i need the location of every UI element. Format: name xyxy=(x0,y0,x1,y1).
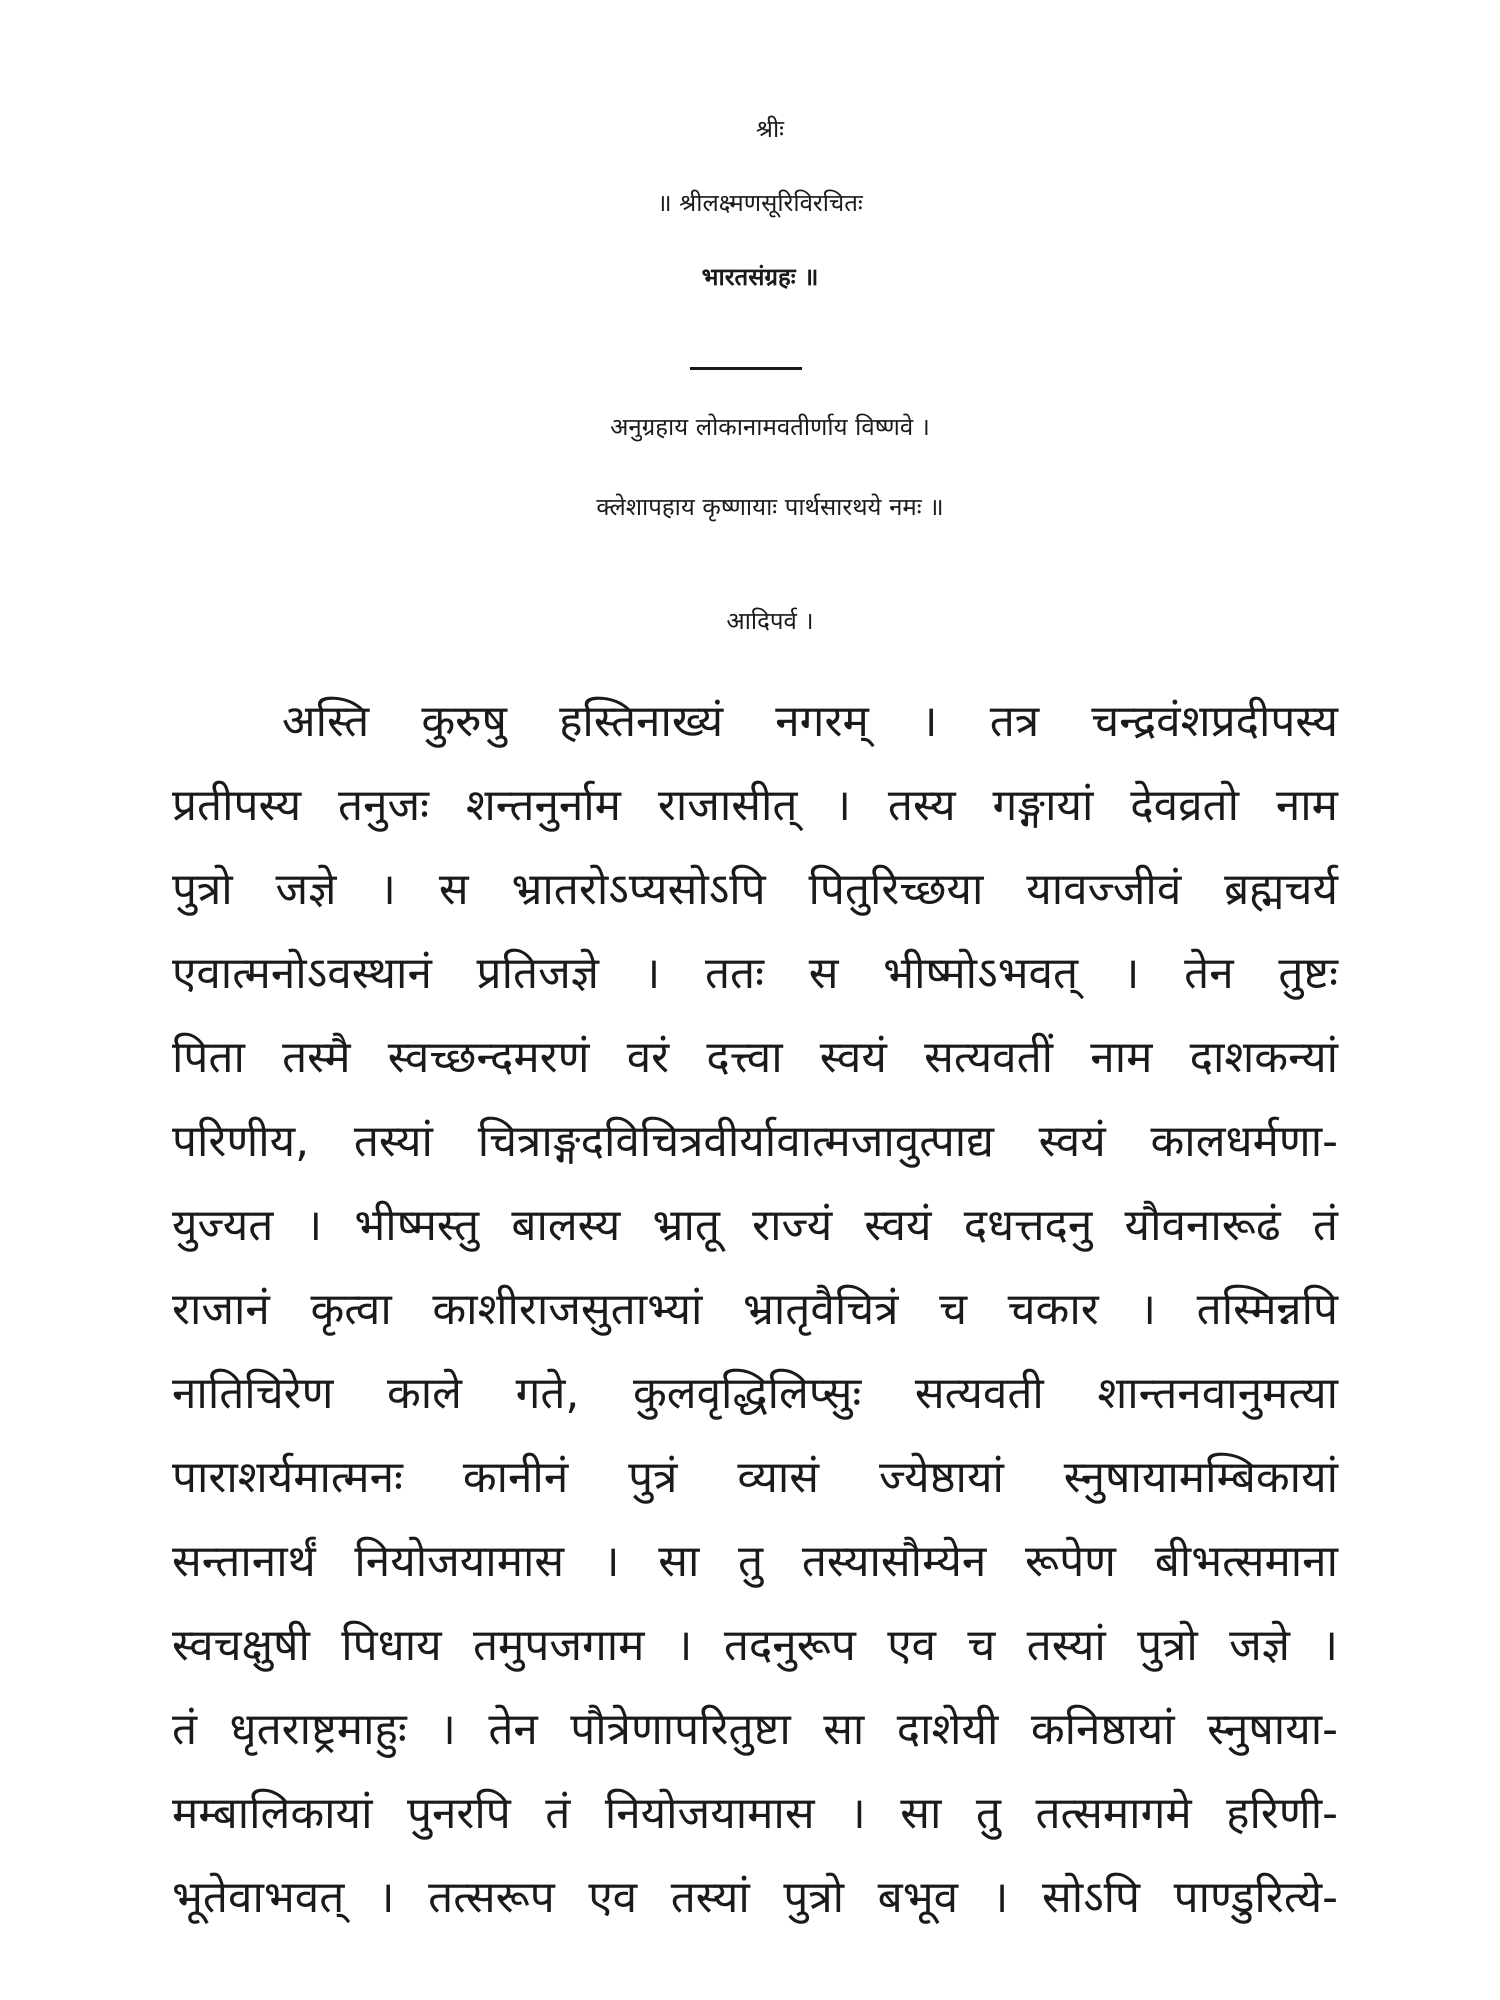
book-title: भारतसंग्रहः ॥ xyxy=(701,263,819,291)
body-line: नातिचिरेण काले गते, कुलवृद्धिलिप्सुः सत्यवती शान्तनवानुमत्या xyxy=(172,1368,1338,1419)
body-line: स्वचक्षुषी पिधाय तमुपजगाम । तदनुरूप एव च तस्यां पुत्रो जज्ञे । xyxy=(172,1620,1338,1671)
body-line: सन्तानार्थं नियोजयामास । सा तु तस्यासौम्येन रूपेण बीभत्समाना xyxy=(172,1536,1338,1587)
body-line: युज्यत । भीष्मस्तु बालस्य भ्रातू राज्यं स्वयं दधत्तदनु यौवनारूढं तं xyxy=(172,1200,1338,1251)
body-line: एवात्मनोऽवस्थानं प्रतिजज्ञे । ततः स भीष्मोऽभवत् । तेन तुष्टः xyxy=(172,948,1338,999)
body-paragraph xyxy=(172,680,1338,1940)
body-line: तं धृतराष्ट्रमाहुः । तेन पौत्रेणापरितुष्टा सा दाशेयी कनिष्ठायां स्नुषाया- xyxy=(172,1704,1338,1755)
invocation-verse-line-2: क्लेशापहाय कृष्णायाः पार्थसारथये नमः ॥ xyxy=(596,493,944,521)
body-line: प्रतीपस्य तनुजः शन्तनुर्नाम राजासीत् । तस्य गङ्गायां देवव्रतो नाम xyxy=(172,780,1338,831)
body-line: भूतेवाभवत् । तत्सरूप एव तस्यां पुत्रो बभूव । सोऽपि पाण्डुरित्ये- xyxy=(172,1872,1338,1923)
body-line: पुत्रो जज्ञे । स भ्रातरोऽप्यसोऽपि पितुरिच्छया यावज्जीवं ब्रह्मचर्य xyxy=(172,864,1338,915)
author-line: ॥ श्रीलक्ष्मणसूरिविरचितः xyxy=(657,189,863,217)
title-divider xyxy=(690,367,802,370)
body-line: पिता तस्मै स्वच्छन्दमरणं वरं दत्त्वा स्वयं सत्यवतीं नाम दाशकन्यां xyxy=(172,1032,1338,1083)
body-line: परिणीय, तस्यां चित्राङ्गदविचित्रवीर्यावात्मजावुत्पाद्य स्वयं कालधर्मणा- xyxy=(172,1116,1338,1167)
body-line: पाराशर्यमात्मनः कानीनं पुत्रं व्यासं ज्येष्ठायां स्नुषायामम्बिकायां xyxy=(172,1452,1338,1503)
body-line: अस्ति कुरुषु हस्तिनाख्यं नगरम् । तत्र चन्द्रवंशप्रदीपस्य xyxy=(282,696,1338,747)
shri-invocation: श्रीः xyxy=(755,115,785,143)
invocation-verse-line-1: अनुग्रहाय लोकानामवतीर्णाय विष्णवे । xyxy=(610,413,930,441)
section-title: आदिपर्व । xyxy=(726,607,814,635)
body-line: मम्बालिकायां पुनरपि तं नियोजयामास । सा तु तत्समागमे हरिणी- xyxy=(172,1788,1338,1839)
body-line: राजानं कृत्वा काशीराजसुताभ्यां भ्रातृवैचित्रं च चकार । तस्मिन्नपि xyxy=(172,1284,1338,1335)
